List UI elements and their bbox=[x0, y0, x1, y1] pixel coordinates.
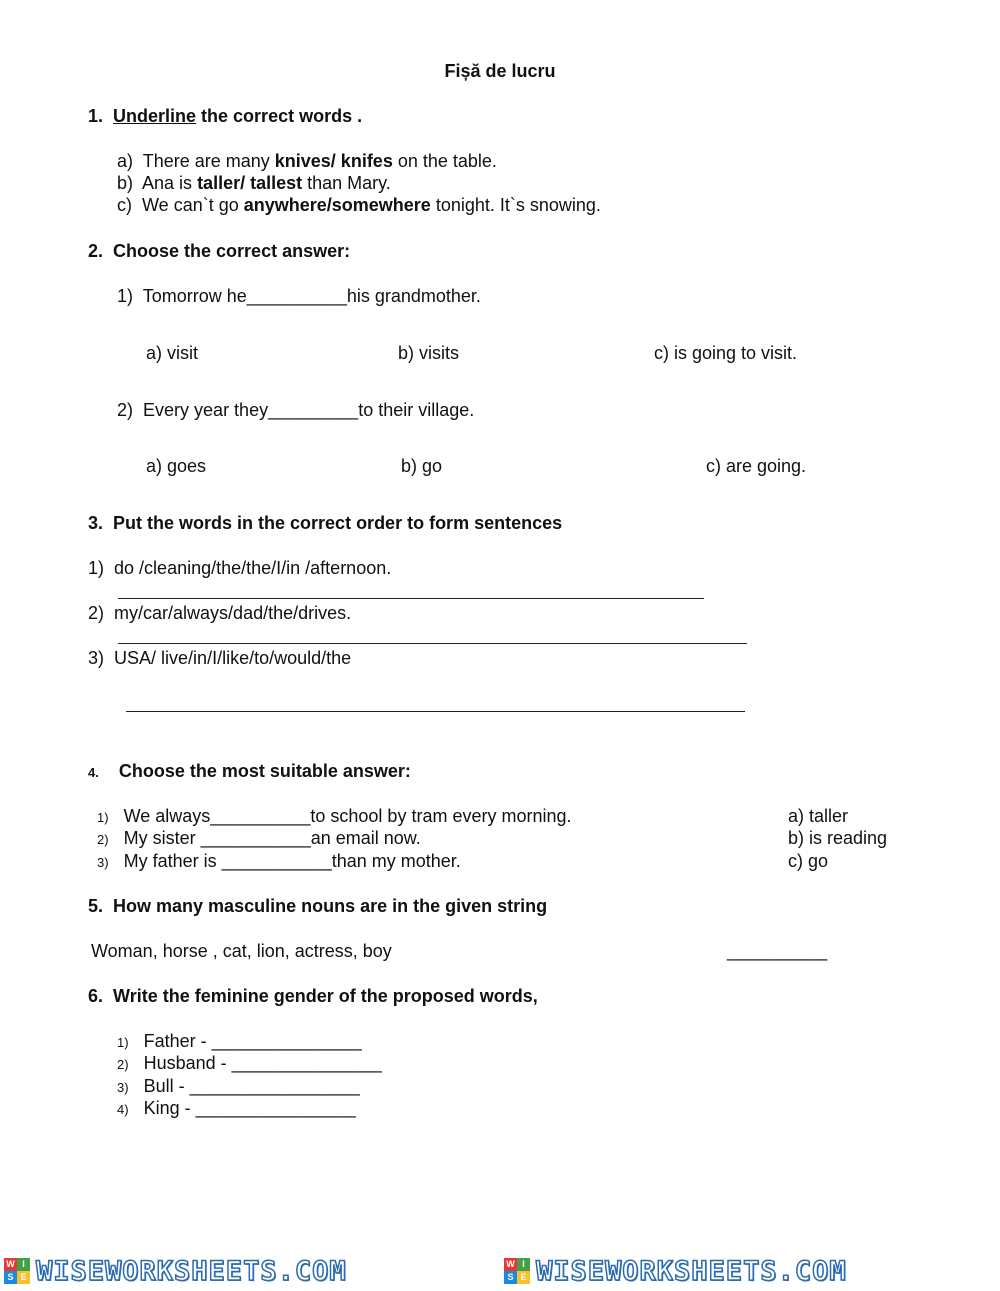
q6-item-4 bbox=[117, 1097, 356, 1121]
q3-item-3 bbox=[88, 647, 351, 669]
item-text: his grandmother. bbox=[346, 286, 481, 306]
item-label: 2) bbox=[88, 603, 105, 623]
item-text: My father is bbox=[123, 851, 222, 871]
item-text: We always bbox=[123, 806, 211, 826]
q1-item-c bbox=[117, 194, 601, 216]
q2-item-2 bbox=[117, 399, 474, 421]
q2-heading bbox=[88, 240, 350, 262]
q5-answer-blank[interactable]: __________ bbox=[727, 941, 828, 961]
q2-option-2b[interactable]: b) go bbox=[401, 456, 443, 476]
answer-blank[interactable]: _________________ bbox=[189, 1076, 360, 1096]
q3-item-2 bbox=[88, 602, 351, 624]
q6-heading bbox=[88, 985, 538, 1007]
q4-item-2 bbox=[97, 827, 421, 851]
q5-title: How many masculine nouns are in the given string bbox=[113, 896, 548, 916]
item-text: Husband - bbox=[143, 1053, 232, 1073]
watermark-brand-right bbox=[504, 1256, 847, 1286]
q5-heading bbox=[88, 895, 547, 917]
item-text: an email now. bbox=[310, 828, 421, 848]
answer-blank[interactable]: _______________ bbox=[211, 1031, 362, 1051]
item-choice: knives/ knifes bbox=[274, 151, 393, 171]
item-text: do /cleaning/the/the/I/in /afternoon. bbox=[114, 558, 392, 578]
item-text: to their village. bbox=[358, 400, 475, 420]
q3-answer-line-2[interactable] bbox=[118, 643, 747, 644]
item-text: to school by tram every morning. bbox=[310, 806, 572, 826]
watermark-logo-icon bbox=[4, 1258, 30, 1284]
item-label: c) bbox=[117, 195, 132, 215]
q1-title-rest: the correct words . bbox=[196, 106, 363, 126]
item-text: USA/ live/in/I/like/to/would/the bbox=[114, 648, 352, 668]
logo-letter: S bbox=[4, 1271, 17, 1284]
logo-letter: E bbox=[517, 1271, 530, 1284]
q6-title: Write the feminine gender of the proposed words, bbox=[113, 986, 538, 1006]
item-label: 3) bbox=[88, 648, 105, 668]
item-label: 1) bbox=[88, 558, 105, 578]
logo-letter: W bbox=[504, 1258, 517, 1271]
q6-item-3 bbox=[117, 1075, 360, 1099]
item-text: Tomorrow he bbox=[142, 286, 247, 306]
item-choice: anywhere/somewhere bbox=[243, 195, 431, 215]
answer-blank[interactable]: ___________ bbox=[221, 851, 332, 871]
q2-option-2a[interactable]: a) goes bbox=[146, 456, 207, 476]
q4-item-3 bbox=[97, 850, 461, 874]
q3-number: 3. bbox=[88, 513, 104, 533]
item-label: 2) bbox=[117, 400, 134, 420]
item-text: My sister bbox=[123, 828, 201, 848]
watermark-text: WISEWORKSHEETS.COM bbox=[36, 1255, 347, 1287]
q2-option-2c[interactable]: c) are going. bbox=[706, 456, 807, 476]
item-label: 1) bbox=[117, 286, 134, 306]
item-label: 3) bbox=[117, 1080, 129, 1095]
item-label: 1) bbox=[117, 1035, 129, 1050]
item-label: 3) bbox=[97, 855, 109, 870]
footer-watermark-bar bbox=[0, 1256, 1000, 1286]
q4-answer-a[interactable]: a) taller bbox=[788, 806, 849, 826]
q6-number: 6. bbox=[88, 986, 104, 1006]
item-text: my/car/always/dad/the/drives. bbox=[114, 603, 352, 623]
page-title: Fișă de lucru bbox=[444, 61, 556, 81]
q1-item-b bbox=[117, 172, 391, 194]
answer-blank[interactable]: __________ bbox=[246, 286, 347, 306]
logo-letter: W bbox=[4, 1258, 17, 1271]
watermark-text: WISEWORKSHEETS.COM bbox=[536, 1255, 847, 1287]
q3-answer-line-3[interactable] bbox=[126, 711, 745, 712]
item-text: Bull - bbox=[143, 1076, 190, 1096]
q4-item-1 bbox=[97, 805, 572, 829]
q3-answer-line-1[interactable] bbox=[118, 598, 704, 599]
q3-heading bbox=[88, 512, 562, 534]
q1-item-a bbox=[117, 150, 497, 172]
item-text: on the table. bbox=[392, 151, 497, 171]
item-label: 1) bbox=[97, 810, 109, 825]
q3-title: Put the words in the correct order to form sentences bbox=[113, 513, 563, 533]
item-text: tonight. It`s snowing. bbox=[430, 195, 601, 215]
q5-number: 5. bbox=[88, 896, 104, 916]
q4-answer-c[interactable]: c) go bbox=[788, 851, 829, 871]
item-label: 4) bbox=[117, 1102, 129, 1117]
q6-item-1 bbox=[117, 1030, 362, 1054]
q4-title: Choose the most suitable answer: bbox=[118, 761, 411, 781]
item-text: Ana is bbox=[142, 173, 198, 193]
answer-blank[interactable]: _______________ bbox=[231, 1053, 382, 1073]
q4-heading bbox=[88, 760, 411, 784]
q1-number: 1. bbox=[88, 106, 104, 126]
logo-letter: E bbox=[17, 1271, 30, 1284]
q1-heading bbox=[88, 105, 362, 127]
q2-title: Choose the correct answer: bbox=[113, 241, 351, 261]
item-text: We can`t go bbox=[142, 195, 244, 215]
logo-letter: I bbox=[517, 1258, 530, 1271]
q2-item-1 bbox=[117, 285, 481, 307]
item-text: There are many bbox=[142, 151, 275, 171]
item-choice: taller/ tallest bbox=[197, 173, 303, 193]
q1-title-underlined: Underline bbox=[113, 106, 197, 126]
logo-letter: I bbox=[17, 1258, 30, 1271]
item-label: 2) bbox=[97, 832, 109, 847]
item-label: b) bbox=[117, 173, 134, 193]
q3-item-1 bbox=[88, 557, 391, 579]
q4-answer-b[interactable]: b) is reading bbox=[788, 828, 888, 848]
q2-number: 2. bbox=[88, 241, 104, 261]
watermark-brand-left bbox=[4, 1256, 347, 1286]
item-label: 2) bbox=[117, 1057, 129, 1072]
answer-blank[interactable]: __________ bbox=[210, 806, 311, 826]
answer-blank[interactable]: ___________ bbox=[200, 828, 311, 848]
item-label: a) bbox=[117, 151, 134, 171]
item-text: King - bbox=[143, 1098, 196, 1118]
q6-item-2 bbox=[117, 1052, 382, 1076]
answer-blank[interactable]: _________ bbox=[268, 400, 359, 420]
q5-string: Woman, horse , cat, lion, actress, boy bbox=[91, 941, 392, 961]
item-text: Father - bbox=[143, 1031, 212, 1051]
answer-blank[interactable]: ________________ bbox=[195, 1098, 356, 1118]
logo-letter: S bbox=[504, 1271, 517, 1284]
q2-option-1c[interactable]: c) is going to visit. bbox=[654, 343, 798, 363]
item-text: Every year they bbox=[143, 400, 269, 420]
item-text: than Mary. bbox=[302, 173, 391, 193]
item-text: than my mother. bbox=[331, 851, 461, 871]
watermark-logo-icon bbox=[504, 1258, 530, 1284]
q2-option-1a[interactable]: a) visit bbox=[146, 343, 199, 363]
q2-option-1b[interactable]: b) visits bbox=[398, 343, 460, 363]
q4-number: 4. bbox=[88, 765, 99, 780]
